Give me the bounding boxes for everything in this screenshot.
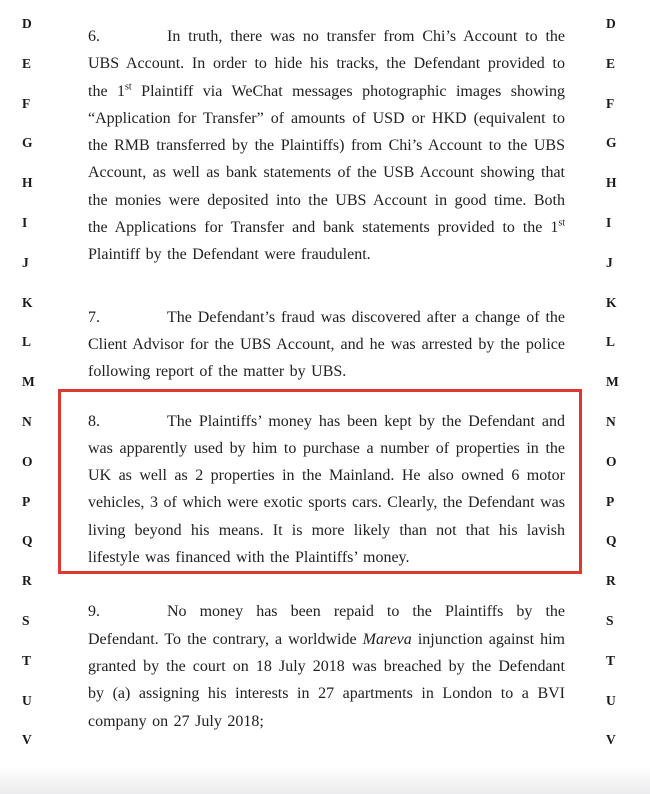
margin-letter-S: S [606, 613, 614, 628]
margin-letter-H: H [22, 175, 33, 191]
margin-letter-H: H [606, 175, 617, 191]
margin-letter-J: J [22, 254, 30, 270]
paragraph-number: 6. [88, 28, 100, 45]
margin-letter-G: G [606, 135, 617, 151]
margin-letter-L: L [22, 334, 32, 350]
red-highlight-box [58, 389, 582, 575]
margin-letter-N: N [22, 414, 33, 429]
margin-letter-O: O [22, 453, 33, 469]
margin-letter-V: V [22, 732, 33, 748]
margin-letter-M: M [606, 374, 620, 390]
margin-letter-R: R [22, 573, 33, 589]
margin-letter-M: M [22, 374, 36, 390]
page-bottom-edge [0, 766, 650, 794]
paragraph-number: 7. [88, 308, 100, 326]
margin-letter-I: I [22, 215, 28, 230]
margin-letter-P: P [22, 493, 31, 509]
margin-letter-I: I [606, 215, 612, 230]
paragraph-8: 8. The Plaintiffs’ money has been kept by the Defendant and was apparently used by him to purchase a number of properties in the UK as well as 2 properties in the Mainland. He also owned 6 motor vehicles, 3 of which were exotic sports cars. Clearly, the Defendant was living beyond his means. It is more likely than not that his lavish lifestyle was financed with the Plaintiffs’ money. [88, 408, 565, 572]
margin-letter-G: G [22, 135, 33, 151]
margin-letter-O: O [606, 453, 617, 469]
paragraph-number: 9. [88, 603, 100, 621]
margin-letter-T: T [606, 652, 616, 668]
paragraph-number: 8. [88, 412, 100, 430]
margin-letter-D: D [22, 16, 33, 31]
margin-letter-V: V [606, 732, 617, 748]
document-body-text [88, 23, 565, 770]
margin-letter-J: J [606, 254, 614, 270]
margin-letter-D: D [606, 16, 617, 31]
margin-letter-T: T [22, 652, 32, 668]
margin-letter-U: U [22, 692, 33, 708]
margin-letter-Q: Q [606, 533, 617, 549]
paragraph-9: 9. No money has been repaid to the Plaintiffs by the Defendant. To the contrary, a worldwide Mareva injunction against him granted by the court on 18 July 2018 was breached by the Defendant by (a) assigning his interests in 27 apartments in London to a BVI company on 27 July 2018; [88, 598, 565, 734]
paragraph-6: 6. In truth, there was no transfer from Chi’s Account to the UBS Account. In order to hide his tracks, the Defendant provided to the 1st Plaintiff via WeChat messages photographic images showing “Application for Transfer” of amounts of USD or HKD (equivalent to the RMB transferred by the Plaintiffs) from Chi’s Account to the UBS Account, as well as bank statements of the USB Account showing that the monies were deposited into the UBS Account in good time. Both the Applications for Transfer and bank statements provided to the 1st Plaintiff by the Defendant were fraudulent. [88, 23, 565, 269]
margin-letter-K: K [22, 294, 33, 310]
margin-letter-L: L [606, 334, 616, 350]
margin-letter-K: K [606, 294, 617, 310]
right-margin-letter-column [606, 0, 626, 794]
paragraph-7: 7. The Defendant’s fraud was discovered after a change of the Client Advisor for the UBS Account, and he was arrested by the police following report of the matter by UBS. [88, 304, 565, 386]
margin-letter-Q: Q [22, 533, 33, 549]
margin-letter-F: F [606, 95, 615, 111]
margin-letter-P: P [606, 493, 615, 509]
left-margin-letter-column [22, 0, 42, 794]
margin-letter-R: R [606, 573, 617, 589]
margin-letter-E: E [22, 55, 32, 71]
margin-letter-F: F [22, 95, 31, 111]
margin-letter-E: E [606, 55, 616, 71]
margin-letter-N: N [606, 414, 617, 429]
margin-letter-S: S [22, 613, 30, 628]
margin-letter-U: U [606, 692, 617, 708]
